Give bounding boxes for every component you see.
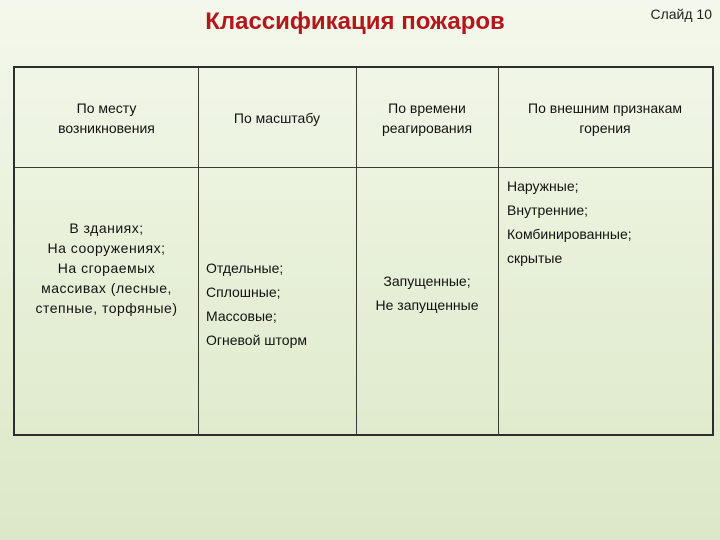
scale-item: Сплошные; — [206, 284, 281, 300]
scale-item: Огневой шторм — [206, 332, 307, 348]
location-item: На сгораемых — [57, 260, 156, 276]
location-cell — [15, 204, 198, 332]
header-line: По масштабу — [233, 109, 321, 126]
slide-number: Слайд 10 — [650, 6, 712, 22]
header-line: реагирования — [381, 119, 473, 136]
external-signs-item: Внутренние; — [507, 202, 589, 218]
header-cell-scale — [198, 68, 356, 167]
response-time-cell — [356, 268, 498, 318]
external-signs-item: скрытые — [507, 250, 563, 266]
header-line: По месту — [76, 99, 137, 116]
scale-item: Отдельные; — [206, 260, 284, 276]
header-divider — [15, 167, 712, 168]
scale-cell — [202, 254, 356, 354]
header-cell-location — [15, 68, 198, 167]
header-cell-response-time — [356, 68, 498, 167]
header-line: По времени — [388, 99, 466, 116]
scale-item: Массовые; — [206, 308, 277, 324]
header-cell-external-signs — [498, 68, 712, 167]
external-signs-item: Комбинированные; — [507, 226, 632, 242]
page-title: Классификация пожаров — [205, 8, 505, 35]
location-item: На сооружениях; — [47, 240, 166, 256]
location-item: степные, торфяные) — [35, 300, 178, 316]
location-item: массивах (лесные, — [41, 280, 172, 296]
response-time-item: Запущенные; — [383, 273, 471, 289]
header-line: горения — [579, 119, 631, 136]
response-time-item: Не запущенные — [375, 297, 479, 313]
classification-table — [13, 66, 714, 436]
header-line: возникновения — [58, 119, 155, 136]
location-item: В зданиях; — [69, 220, 144, 236]
external-signs-cell — [503, 174, 712, 270]
header-line: По внешним признакам — [528, 99, 682, 116]
external-signs-item: Наружные; — [507, 178, 579, 194]
